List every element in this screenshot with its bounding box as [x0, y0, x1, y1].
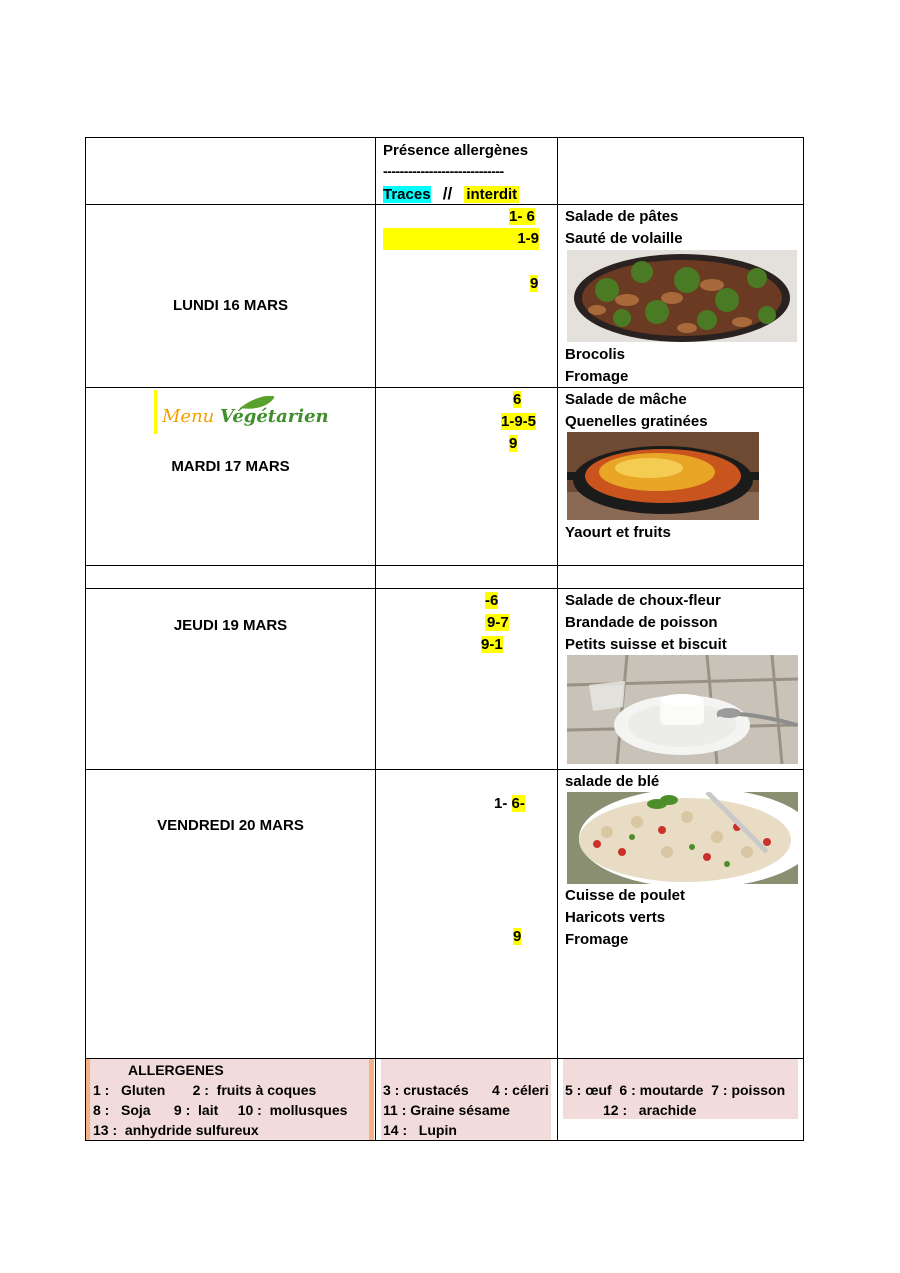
allergen-code: 9: [513, 928, 522, 945]
allergen-code: 9-7: [487, 614, 509, 631]
day-label-friday: VENDREDI 20 MARS: [157, 817, 304, 834]
allergen-column-title: Présence allergènes: [383, 142, 529, 159]
legend-line: 3 : crustacés 4 : céleri: [383, 1082, 549, 1098]
menu-item: Cuisse de poulet: [565, 887, 686, 904]
legend-title: ALLERGENES: [128, 1062, 224, 1078]
menu-item: Brocolis: [565, 346, 626, 363]
menu-item: salade de blé: [565, 773, 660, 790]
legend-line: 5 : œuf 6 : moutarde 7 : poisson: [565, 1082, 786, 1098]
row-divider: [85, 769, 804, 770]
legend-line: 14 : Lupin: [383, 1122, 457, 1138]
legend-line: 12 : arachide: [603, 1102, 697, 1118]
allergen-code: -6: [485, 592, 499, 609]
table-border-bottom: [85, 1140, 804, 1141]
header-dashes: -----------------------------: [383, 163, 504, 179]
menu-item: Salade de pâtes: [565, 208, 679, 225]
menu-item: Haricots verts: [565, 909, 666, 926]
menu-item: Fromage: [565, 368, 629, 385]
legend-accent-right: [369, 1059, 374, 1140]
logo-word-menu: Menu: [162, 406, 220, 427]
menu-item: Petits suisse et biscuit: [565, 636, 727, 653]
allergen-code: 9: [509, 435, 518, 452]
logo-accent-bar: [154, 390, 157, 434]
menu-item: Quenelles gratinées: [565, 413, 708, 430]
allergen-code: 1-9-5: [501, 413, 537, 430]
petit-suisse-photo: [567, 655, 798, 764]
menu-item: Sauté de volaille: [565, 230, 683, 247]
row-divider: [85, 565, 804, 566]
wheat-salad-photo: [567, 792, 798, 884]
legend-accent-left: [86, 1059, 90, 1140]
day-label-tuesday: MARDI 17 MARS: [171, 458, 290, 475]
header-separator: //: [442, 184, 453, 203]
menu-item: Salade de choux-fleur: [565, 592, 721, 609]
menu-item: Yaourt et fruits: [565, 524, 671, 541]
chicken-broccoli-photo: [567, 250, 797, 342]
legend-line: 1 : Gluten 2 : fruits à coques: [93, 1082, 317, 1098]
table-border-top: [85, 137, 804, 138]
quenelles-gratin-photo: [567, 432, 759, 520]
allergen-code: 1- 6-: [494, 795, 525, 812]
menu-item: Salade de mâche: [565, 391, 687, 408]
table-border-right: [803, 137, 804, 1141]
legend-line: 13 : anhydride sulfureux: [93, 1122, 259, 1138]
legend-line: 8 : Soja 9 : lait 10 : mollusques: [93, 1102, 348, 1118]
logo-word-vegetarien: Végétarien: [220, 406, 329, 427]
menu-item: Fromage: [565, 931, 629, 948]
day-label-monday: LUNDI 16 MARS: [172, 297, 288, 314]
row-divider: [85, 588, 804, 589]
interdit-label: interdit: [466, 186, 518, 203]
allergen-code: 1- 6: [509, 208, 535, 225]
table-divider-2: [557, 137, 558, 1141]
day-label-thursday: JEUDI 19 MARS: [173, 617, 288, 634]
traces-legend: [383, 183, 519, 206]
row-divider: [85, 387, 804, 388]
allergen-code: 6: [513, 391, 522, 408]
table-divider-1: [375, 137, 376, 1141]
vegetarian-logo-text: [162, 406, 329, 427]
table-border-left: [85, 137, 86, 1141]
menu-item: Brandade de poisson: [565, 614, 718, 631]
traces-label: Traces: [383, 186, 431, 203]
legend-line: 11 : Graine sésame: [383, 1102, 510, 1118]
allergen-code: 9: [530, 275, 539, 292]
allergen-code: 1-9: [383, 228, 539, 250]
allergen-code: 9-1: [481, 636, 503, 653]
